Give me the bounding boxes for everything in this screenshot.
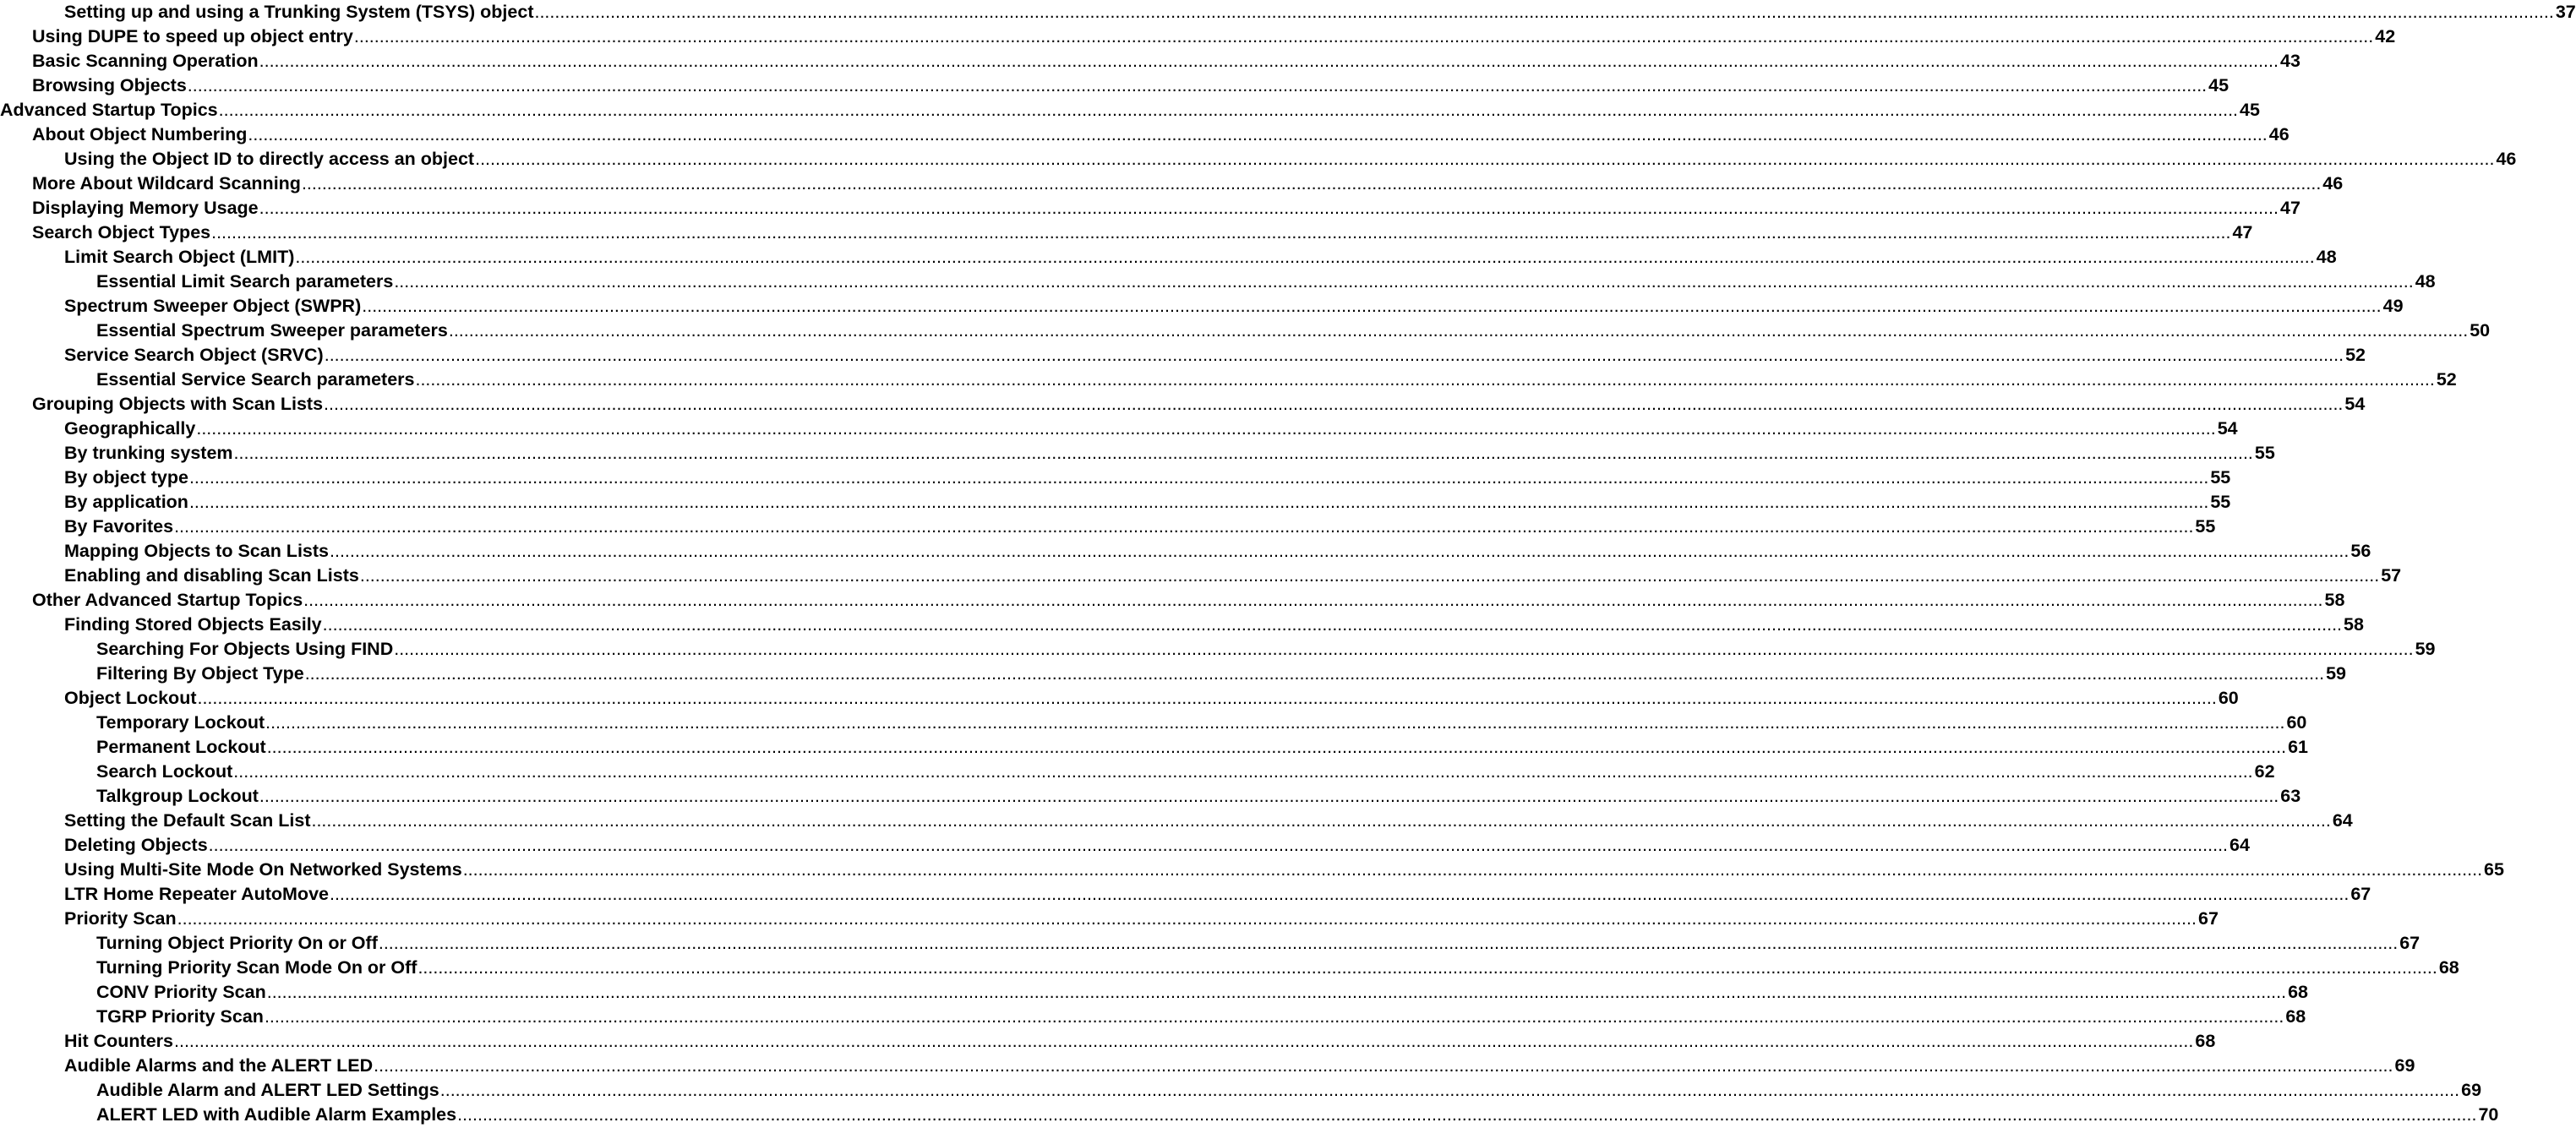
toc-entry-title: Grouping Objects with Scan Lists [32,394,324,414]
toc-entry-page-number: 56 [2350,541,2371,561]
toc-entry-title: Other Advanced Startup Topics [32,590,303,610]
toc-entry[interactable] [64,466,2231,490]
toc-dot-leader: ................................................................................................................................................................................................................................................................................................................................................................................................................ [394,639,2414,659]
toc-entry-title: Spectrum Sweeper Object (SWPR) [64,296,362,316]
toc-entry[interactable] [96,735,2308,760]
toc-entry[interactable] [96,1103,2499,1127]
toc-dot-leader: ................................................................................................................................................................................................................................................................................................................................................................................................................ [174,516,2194,537]
toc-entry-page-number: 63 [2280,786,2301,806]
toc-entry[interactable] [96,368,2457,392]
toc-entry-title: Filtering By Object Type [96,663,304,684]
toc-dot-leader: ................................................................................................................................................................................................................................................................................................................................................................................................................ [475,149,2495,169]
toc-entry[interactable] [32,196,2300,221]
toc-entry-page-number: 57 [2381,565,2402,586]
toc-entry-title: Using Multi-Site Mode On Networked Systems [64,859,462,880]
toc-entry[interactable] [64,0,2576,25]
toc-entry-title: Audible Alarms and the ALERT LED [64,1055,374,1076]
toc-entry[interactable] [64,1054,2415,1078]
toc-dot-leader: ................................................................................................................................................................................................................................................................................................................................................................................................................ [457,1104,2477,1125]
toc-dot-leader: ................................................................................................................................................................................................................................................................................................................................................................................................................ [301,173,2322,193]
toc-dot-leader: ................................................................................................................................................................................................................................................................................................................................................................................................................ [218,100,2239,120]
toc-entry-title: Audible Alarm and ALERT LED Settings [96,1080,439,1100]
toc-entry-page-number: 50 [2470,320,2491,341]
toc-entry[interactable] [64,833,2250,858]
toc-entry[interactable] [64,417,2238,441]
toc-entry[interactable] [32,74,2229,98]
toc-entry-page-number: 48 [2415,271,2436,292]
toc-entry-title: Browsing Objects [32,75,187,95]
toc-entry[interactable] [64,686,2239,711]
toc-dot-leader: ................................................................................................................................................................................................................................................................................................................................................................................................................ [374,1055,2393,1076]
toc-entry-title: By trunking system [64,443,233,463]
toc-entry-title: More About Wildcard Scanning [32,173,301,193]
toc-entry-title: By Favorites [64,516,174,537]
toc-entry-title: By object type [64,467,188,488]
toc-entry[interactable] [32,221,2253,245]
toc-dot-leader: ................................................................................................................................................................................................................................................................................................................................................................................................................ [233,443,2253,463]
toc-entry-page-number: 64 [2332,810,2353,831]
toc-dot-leader: ................................................................................................................................................................................................................................................................................................................................................................................................................ [448,320,2469,341]
toc-entry-title: Hit Counters [64,1031,173,1051]
toc-entry-page-number: 55 [2210,467,2231,488]
toc-entry[interactable] [32,588,2345,613]
toc-dot-leader: ................................................................................................................................................................................................................................................................................................................................................................................................................ [303,590,2323,610]
toc-entry-page-number: 52 [2345,345,2366,365]
toc-dot-leader: ................................................................................................................................................................................................................................................................................................................................................................................................................ [462,859,2483,880]
toc-entry[interactable] [64,441,2275,466]
toc-entry[interactable] [64,294,2404,319]
toc-entry-title: LTR Home Repeater AutoMove [64,884,329,904]
toc-entry-page-number: 68 [2288,982,2309,1002]
toc-entry[interactable] [64,1029,2216,1054]
toc-entry[interactable] [64,564,2402,588]
toc-entry-page-number: 69 [2394,1055,2415,1076]
toc-entry-title: Using the Object ID to directly access an object [64,149,475,169]
toc-entry-page-number: 67 [2350,884,2371,904]
toc-entry-title: Search Object Types [32,222,211,242]
toc-entry-page-number: 68 [2438,957,2459,978]
toc-entry-title: TGRP Priority Scan [96,1006,264,1027]
toc-entry-title: Setting up and using a Trunking System (TSYS) object [64,2,534,22]
toc-entry-page-number: 46 [2322,173,2344,193]
toc-dot-leader: ................................................................................................................................................................................................................................................................................................................................................................................................................ [415,369,2435,390]
toc-entry-page-number: 67 [2399,933,2420,953]
toc-entry[interactable] [96,270,2436,294]
toc-entry-page-number: 62 [2254,761,2275,782]
toc-entry[interactable] [64,882,2371,907]
toc-dot-leader: ................................................................................................................................................................................................................................................................................................................................................................................................................ [418,957,2437,978]
toc-entry[interactable] [96,980,2309,1005]
toc-dot-leader: ................................................................................................................................................................................................................................................................................................................................................................................................................ [196,418,2216,439]
toc-entry-title: Searching For Objects Using FIND [96,639,394,659]
toc-dot-leader: ................................................................................................................................................................................................................................................................................................................................................................................................................ [304,663,2325,684]
toc-entry-title: Deleting Objects [64,835,208,855]
toc-entry-title: CONV Priority Scan [96,982,266,1002]
toc-dot-leader: ................................................................................................................................................................................................................................................................................................................................................................................................................ [439,1080,2460,1100]
toc-entry-page-number: 42 [2375,26,2396,46]
toc-entry-page-number: 37 [2555,2,2576,22]
toc-dot-leader: ................................................................................................................................................................................................................................................................................................................................................................................................................ [322,614,2343,635]
toc-entry-title: Finding Stored Objects Easily [64,614,322,635]
toc-entry[interactable] [96,931,2420,956]
toc-dot-leader: ................................................................................................................................................................................................................................................................................................................................................................................................................ [324,345,2344,365]
toc-entry-page-number: 70 [2478,1104,2499,1125]
toc-dot-leader: ................................................................................................................................................................................................................................................................................................................................................................................................................ [295,247,2315,267]
toc-entry-page-number: 45 [2208,75,2229,95]
toc-dot-leader: ................................................................................................................................................................................................................................................................................................................................................................................................................ [187,75,2208,95]
toc-dot-leader: ................................................................................................................................................................................................................................................................................................................................................................................................................ [265,712,2285,733]
toc-dot-leader: ................................................................................................................................................................................................................................................................................................................................................................................................................ [197,688,2217,708]
toc-entry-title: Setting the Default Scan List [64,810,311,831]
toc-entry-page-number: 59 [2415,639,2436,659]
toc-entry-page-number: 64 [2229,835,2250,855]
toc-entry[interactable] [64,539,2371,564]
toc-entry[interactable] [64,147,2517,172]
toc-entry[interactable] [96,956,2459,980]
toc-dot-leader: ................................................................................................................................................................................................................................................................................................................................................................................................................ [362,296,2382,316]
toc-entry[interactable] [32,123,2289,147]
toc-entry-page-number: 47 [2280,198,2300,218]
toc-entry-title: Permanent Lockout [96,737,266,757]
toc-entry[interactable] [96,1005,2306,1029]
toc-entry-page-number: 67 [2198,908,2219,929]
toc-entry-page-number: 69 [2461,1080,2482,1100]
toc-entry-page-number: 58 [2324,590,2345,610]
toc-entry-title: By application [64,492,188,512]
toc-entry-page-number: 55 [2254,443,2275,463]
toc-dot-leader: ................................................................................................................................................................................................................................................................................................................................................................................................................ [353,26,2374,46]
toc-dot-leader: ................................................................................................................................................................................................................................................................................................................................................................................................................ [188,467,2209,488]
toc-entry[interactable] [64,907,2219,931]
toc-dot-leader: ................................................................................................................................................................................................................................................................................................................................................................................................................ [394,271,2414,292]
toc-entry-title: Essential Spectrum Sweeper parameters [96,320,448,341]
toc-entry[interactable] [32,49,2300,74]
toc-entry-page-number: 59 [2326,663,2346,684]
toc-dot-leader: ................................................................................................................................................................................................................................................................................................................................................................................................................ [259,786,2279,806]
toc-entry-title: Turning Object Priority On or Off [96,933,378,953]
toc-entry-title: Service Search Object (SRVC) [64,345,324,365]
toc-dot-leader: ................................................................................................................................................................................................................................................................................................................................................................................................................ [266,982,2287,1002]
toc-dot-leader: ................................................................................................................................................................................................................................................................................................................................................................................................................ [211,222,2231,242]
toc-entry-page-number: 54 [2344,394,2366,414]
toc-entry-title: Mapping Objects to Scan Lists [64,541,329,561]
toc-entry-page-number: 61 [2288,737,2308,757]
toc-entry-page-number: 55 [2195,516,2216,537]
toc-entry-page-number: 43 [2279,51,2300,71]
toc-entry-title: Temporary Lockout [96,712,265,733]
toc-entry-title: Essential Service Search parameters [96,369,415,390]
toc-entry[interactable] [64,809,2353,833]
toc-dot-leader: ................................................................................................................................................................................................................................................................................................................................................................................................................ [174,1031,2194,1051]
toc-entry-title: Object Lockout [64,688,197,708]
toc-entry-title: Basic Scanning Operation [32,51,259,71]
toc-entry-title: Turning Priority Scan Mode On or Off [96,957,418,978]
toc-dot-leader: ................................................................................................................................................................................................................................................................................................................................................................................................................ [329,884,2350,904]
toc-entry-title: Limit Search Object (LMIT) [64,247,295,267]
toc-entry-page-number: 52 [2436,369,2457,390]
toc-entry-title: About Object Numbering [32,124,248,144]
toc-entry[interactable] [96,1078,2482,1103]
toc-dot-leader: ................................................................................................................................................................................................................................................................................................................................................................................................................ [259,51,2279,71]
toc-dot-leader: ................................................................................................................................................................................................................................................................................................................................................................................................................ [188,492,2209,512]
toc-dot-leader: ................................................................................................................................................................................................................................................................................................................................................................................................................ [259,198,2279,218]
toc-entry-title: Displaying Memory Usage [32,198,259,218]
toc-entry-page-number: 46 [2496,149,2517,169]
toc-entry-page-number: 68 [2195,1031,2216,1051]
toc-entry[interactable] [64,858,2504,882]
toc-entry-page-number: 46 [2268,124,2289,144]
toc-entry[interactable] [32,172,2344,196]
toc-dot-leader: ................................................................................................................................................................................................................................................................................................................................................................................................................ [248,124,2268,144]
toc-entry-page-number: 47 [2232,222,2253,242]
toc-entry[interactable] [96,760,2275,784]
toc-entry[interactable] [96,319,2491,343]
toc-entry[interactable] [64,343,2366,368]
toc-entry-title: Geographically [64,418,196,439]
toc-dot-leader: ................................................................................................................................................................................................................................................................................................................................................................................................................ [330,541,2350,561]
toc-dot-leader: ................................................................................................................................................................................................................................................................................................................................................................................................................ [359,565,2380,586]
toc-entry[interactable] [96,711,2307,735]
toc-entry-title: Search Lockout [96,761,233,782]
toc-entry-page-number: 65 [2484,859,2504,880]
toc-entry-page-number: 60 [2218,688,2239,708]
toc-entry[interactable] [64,490,2231,515]
toc-entry-page-number: 55 [2210,492,2231,512]
toc-dot-leader: ................................................................................................................................................................................................................................................................................................................................................................................................................ [311,810,2331,831]
toc-entry-title: Advanced Startup Topics [0,100,218,120]
toc-entry-title: Essential Limit Search parameters [96,271,394,292]
toc-entry-page-number: 48 [2316,247,2337,267]
toc-entry[interactable] [32,392,2366,417]
toc-entry-page-number: 49 [2382,296,2404,316]
toc-entry-title: Priority Scan [64,908,177,929]
toc-entry-page-number: 60 [2286,712,2307,733]
toc-entry[interactable] [64,613,2364,637]
toc-entry[interactable] [96,662,2346,686]
toc-entry-title: ALERT LED with Audible Alarm Examples [96,1104,457,1125]
toc-entry[interactable] [96,784,2301,809]
toc-entry-page-number: 58 [2344,614,2364,635]
toc-dot-leader: ................................................................................................................................................................................................................................................................................................................................................................................................................ [264,1006,2284,1027]
toc-dot-leader: ................................................................................................................................................................................................................................................................................................................................................................................................................ [177,908,2197,929]
toc-entry[interactable] [64,515,2216,539]
toc-entry[interactable] [32,25,2396,49]
toc-entry-title: Using DUPE to speed up object entry [32,26,353,46]
toc-dot-leader: ................................................................................................................................................................................................................................................................................................................................................................................................................ [534,2,2554,22]
toc-entry[interactable] [0,98,2260,123]
toc-entry-page-number: 54 [2217,418,2238,439]
toc-dot-leader: ................................................................................................................................................................................................................................................................................................................................................................................................................ [233,761,2253,782]
toc-entry[interactable] [96,637,2436,662]
toc-entry-title: Talkgroup Lockout [96,786,259,806]
toc-entry-page-number: 45 [2240,100,2260,120]
toc-entry[interactable] [64,245,2337,270]
toc-entry-page-number: 68 [2285,1006,2306,1027]
toc-dot-leader: ................................................................................................................................................................................................................................................................................................................................................................................................................ [324,394,2344,414]
toc-entry-title: Enabling and disabling Scan Lists [64,565,359,586]
toc-dot-leader: ................................................................................................................................................................................................................................................................................................................................................................................................................ [378,933,2399,953]
toc-dot-leader: ................................................................................................................................................................................................................................................................................................................................................................................................................ [266,737,2287,757]
toc-dot-leader: ................................................................................................................................................................................................................................................................................................................................................................................................................ [208,835,2229,855]
